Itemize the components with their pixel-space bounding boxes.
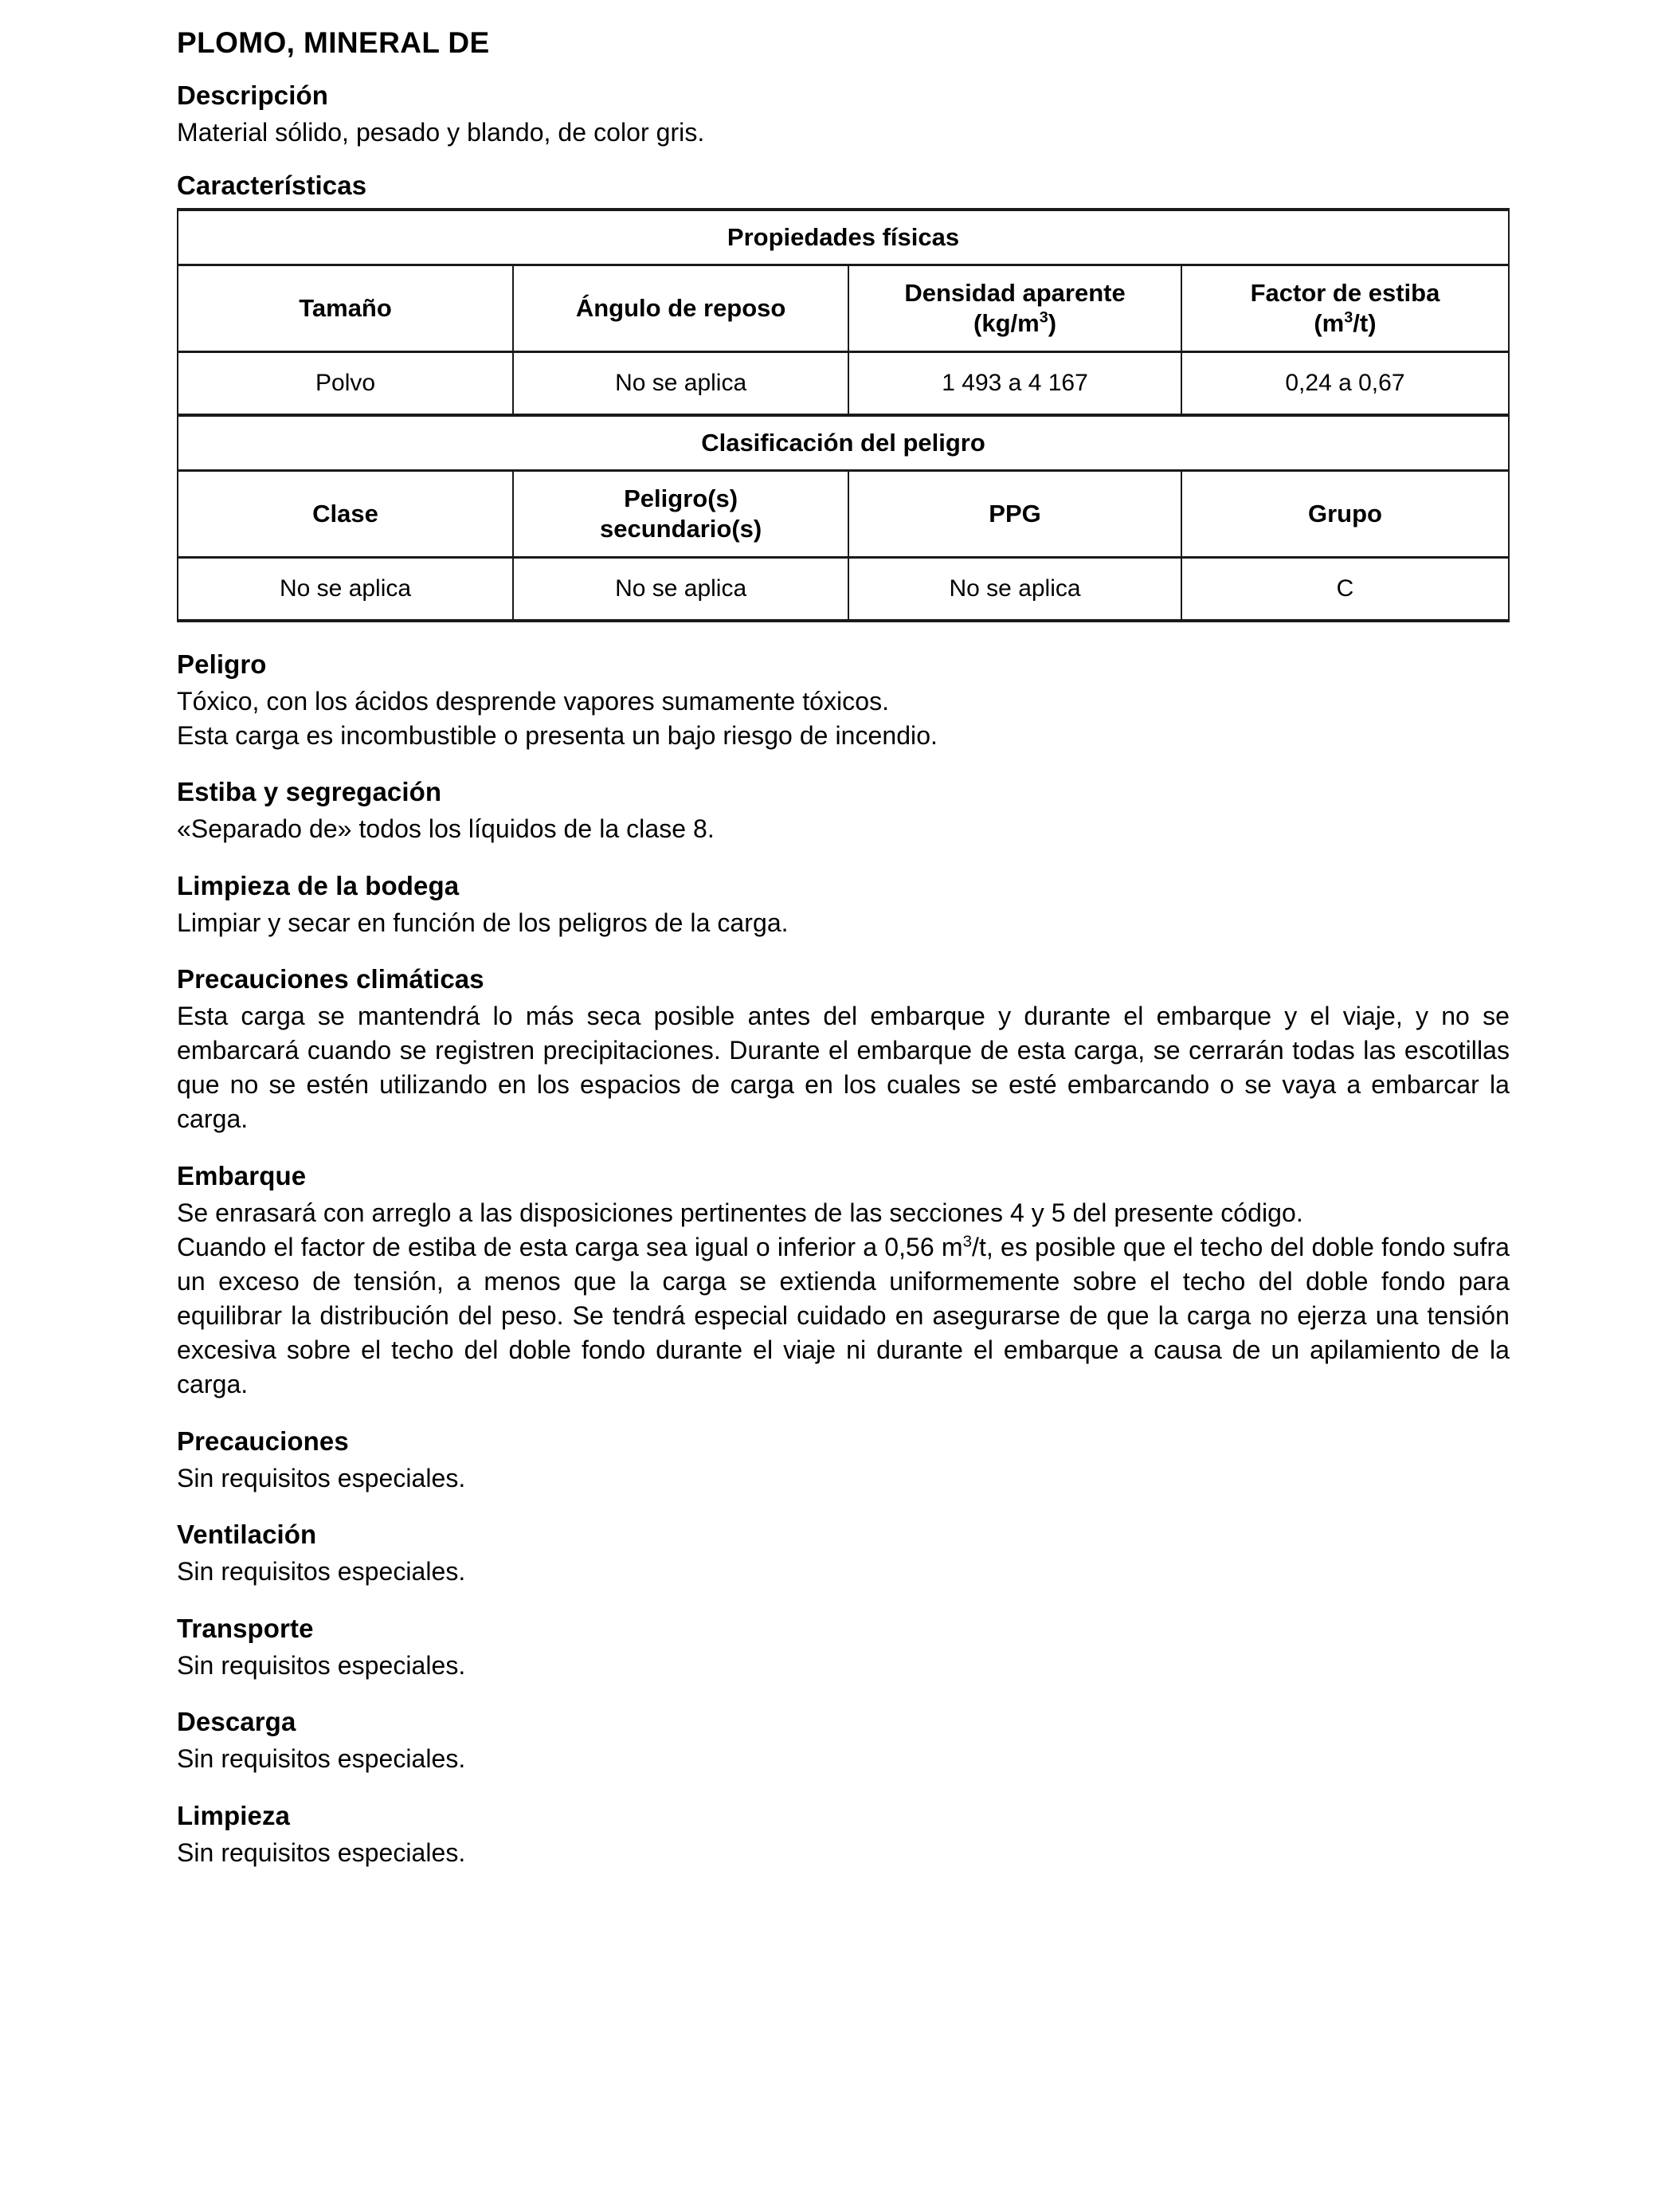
ventilacion-text: Sin requisitos especiales. bbox=[177, 1557, 466, 1586]
header-angulo-reposo: Ángulo de reposo bbox=[513, 265, 848, 352]
section-heading-estiba-segregacion: Estiba y segregación bbox=[177, 777, 442, 807]
section-heading-limpieza: Limpieza bbox=[177, 1800, 291, 1830]
section-estiba-segregacion bbox=[177, 777, 1510, 845]
precauciones-text: Sin requisitos especiales. bbox=[177, 1463, 466, 1492]
header-clase: Clase bbox=[178, 471, 513, 558]
transporte-text: Sin requisitos especiales. bbox=[177, 1650, 466, 1680]
section-caracteristicas bbox=[177, 171, 1510, 202]
table-row-hazard-values bbox=[178, 558, 1509, 622]
section-transporte bbox=[177, 1614, 1510, 1682]
section-heading-transporte: Transporte bbox=[177, 1613, 314, 1643]
value-densidad-aparente: 1 493 a 4 167 bbox=[848, 352, 1181, 416]
header-grupo: Grupo bbox=[1181, 471, 1509, 558]
embarque-p2-superscript: 3 bbox=[962, 1232, 972, 1250]
header-peligros-line1: Peligro(s) bbox=[624, 484, 738, 512]
section-limpieza bbox=[177, 1801, 1510, 1869]
embarque-paragraph-2 bbox=[177, 1230, 1510, 1402]
section-precauciones bbox=[177, 1426, 1510, 1495]
header-tamano: Tamaño bbox=[178, 265, 513, 352]
section-heading-precauciones: Precauciones bbox=[177, 1426, 349, 1456]
table-row-physical-headers bbox=[178, 265, 1509, 352]
peligro-line-1: Tóxico, con los ácidos desprende vapores sumamente tóxicos. bbox=[177, 687, 890, 716]
header-ppg: PPG bbox=[848, 471, 1181, 558]
value-clase: No se aplica bbox=[178, 558, 513, 622]
header-factor-estiba bbox=[1181, 265, 1509, 352]
section-heading-peligro: Peligro bbox=[177, 649, 267, 680]
peligro-line-2: Esta carga es incombustible o presenta un bajo riesgo de incendio. bbox=[177, 720, 938, 750]
embarque-paragraph-1: Se enrasará con arreglo a las disposiciones pertinentes de las secciones 4 y 5 del presente código. bbox=[177, 1198, 1303, 1228]
section-heading-caracteristicas: Características bbox=[177, 171, 367, 201]
section-heading-limpieza-bodega: Limpieza de la bodega bbox=[177, 870, 460, 900]
value-ppg: No se aplica bbox=[848, 558, 1181, 622]
page-title: PLOMO, MINERAL DE bbox=[177, 26, 490, 59]
header-densidad-aparente bbox=[848, 265, 1181, 352]
header-peligros-secundarios bbox=[513, 471, 848, 558]
value-grupo: C bbox=[1181, 558, 1509, 622]
header-factor-units: $(m^3/t)$ bbox=[1314, 308, 1377, 338]
precauciones-climaticas-text: Esta carga se mantendrá lo más seca posible antes del embarque y durante el embarque y el viaje, y no se embarcará cuando se registren precipitaciones. Durante el embarque de esta carga, se cerrarán todas las escotillas que no se estén utilizando en los espacios de carga en los cuales se esté embarcando o se vaya a embarcar la carga. bbox=[177, 1002, 1510, 1134]
section-ventilacion bbox=[177, 1520, 1510, 1588]
physical-properties-title: Propiedades físicas bbox=[178, 210, 1509, 265]
estiba-segregacion-text: «Separado de» todos los líquidos de la clase 8. bbox=[177, 814, 715, 844]
value-peligros-secundarios: No se aplica bbox=[513, 558, 848, 622]
embarque-p2-before: Cuando el factor de estiba de esta carga sea igual o inferior a 0,56 m bbox=[177, 1232, 963, 1261]
section-heading-ventilacion: Ventilación bbox=[177, 1520, 317, 1550]
section-precauciones-climaticas bbox=[177, 964, 1510, 1136]
limpieza-bodega-text: Limpiar y secar en función de los peligros de la carga. bbox=[177, 908, 789, 937]
table-row-physical-values bbox=[178, 352, 1509, 416]
characteristics-table bbox=[177, 208, 1510, 622]
table-row-hazard-headers bbox=[178, 471, 1509, 558]
section-descarga bbox=[177, 1707, 1510, 1775]
limpieza-text: Sin requisitos especiales. bbox=[177, 1837, 466, 1867]
header-peligros-line2: secundario(s) bbox=[599, 515, 762, 543]
section-peligro bbox=[177, 649, 1510, 752]
hazard-classification-title: Clasificación del peligro bbox=[178, 415, 1509, 471]
section-heading-embarque: Embarque bbox=[177, 1161, 307, 1191]
header-factor-label: Factor de estiba bbox=[1250, 278, 1440, 307]
descarga-text: Sin requisitos especiales. bbox=[177, 1744, 466, 1774]
value-factor-estiba: 0,24 a 0,67 bbox=[1181, 352, 1509, 416]
section-heading-descripcion: Descripción bbox=[177, 80, 328, 110]
embarque-p2-after: /t, es posible que el techo del doble fondo sufra un exceso de tensión, a menos que la carga se extienda uniformemente sobre el techo del doble fondo para equilibrar la distribución del peso. Se tendrá especial cuidado en asegurarse de que la carga no ejerza una tensión excesiva sobre el techo del doble fondo durante el viaje ni durante el embarque a causa de un apilamiento de la carga. bbox=[177, 1232, 1510, 1398]
section-heading-precauciones-climaticas: Precauciones climáticas bbox=[177, 964, 484, 994]
value-tamano: Polvo bbox=[178, 352, 513, 416]
header-densidad-units: $(kg/m^3)$ bbox=[973, 308, 1057, 338]
section-embarque bbox=[177, 1161, 1510, 1402]
header-densidad-label: Densidad aparente bbox=[904, 278, 1126, 307]
descripcion-text: Material sólido, pesado y blando, de color gris. bbox=[177, 117, 705, 147]
section-limpieza-bodega bbox=[177, 871, 1510, 939]
value-angulo-reposo: No se aplica bbox=[513, 352, 848, 416]
table-row-hazard-title bbox=[178, 415, 1509, 471]
table-row-physical-title bbox=[178, 210, 1509, 265]
section-descripcion bbox=[177, 80, 1510, 149]
section-heading-descarga: Descarga bbox=[177, 1707, 296, 1737]
